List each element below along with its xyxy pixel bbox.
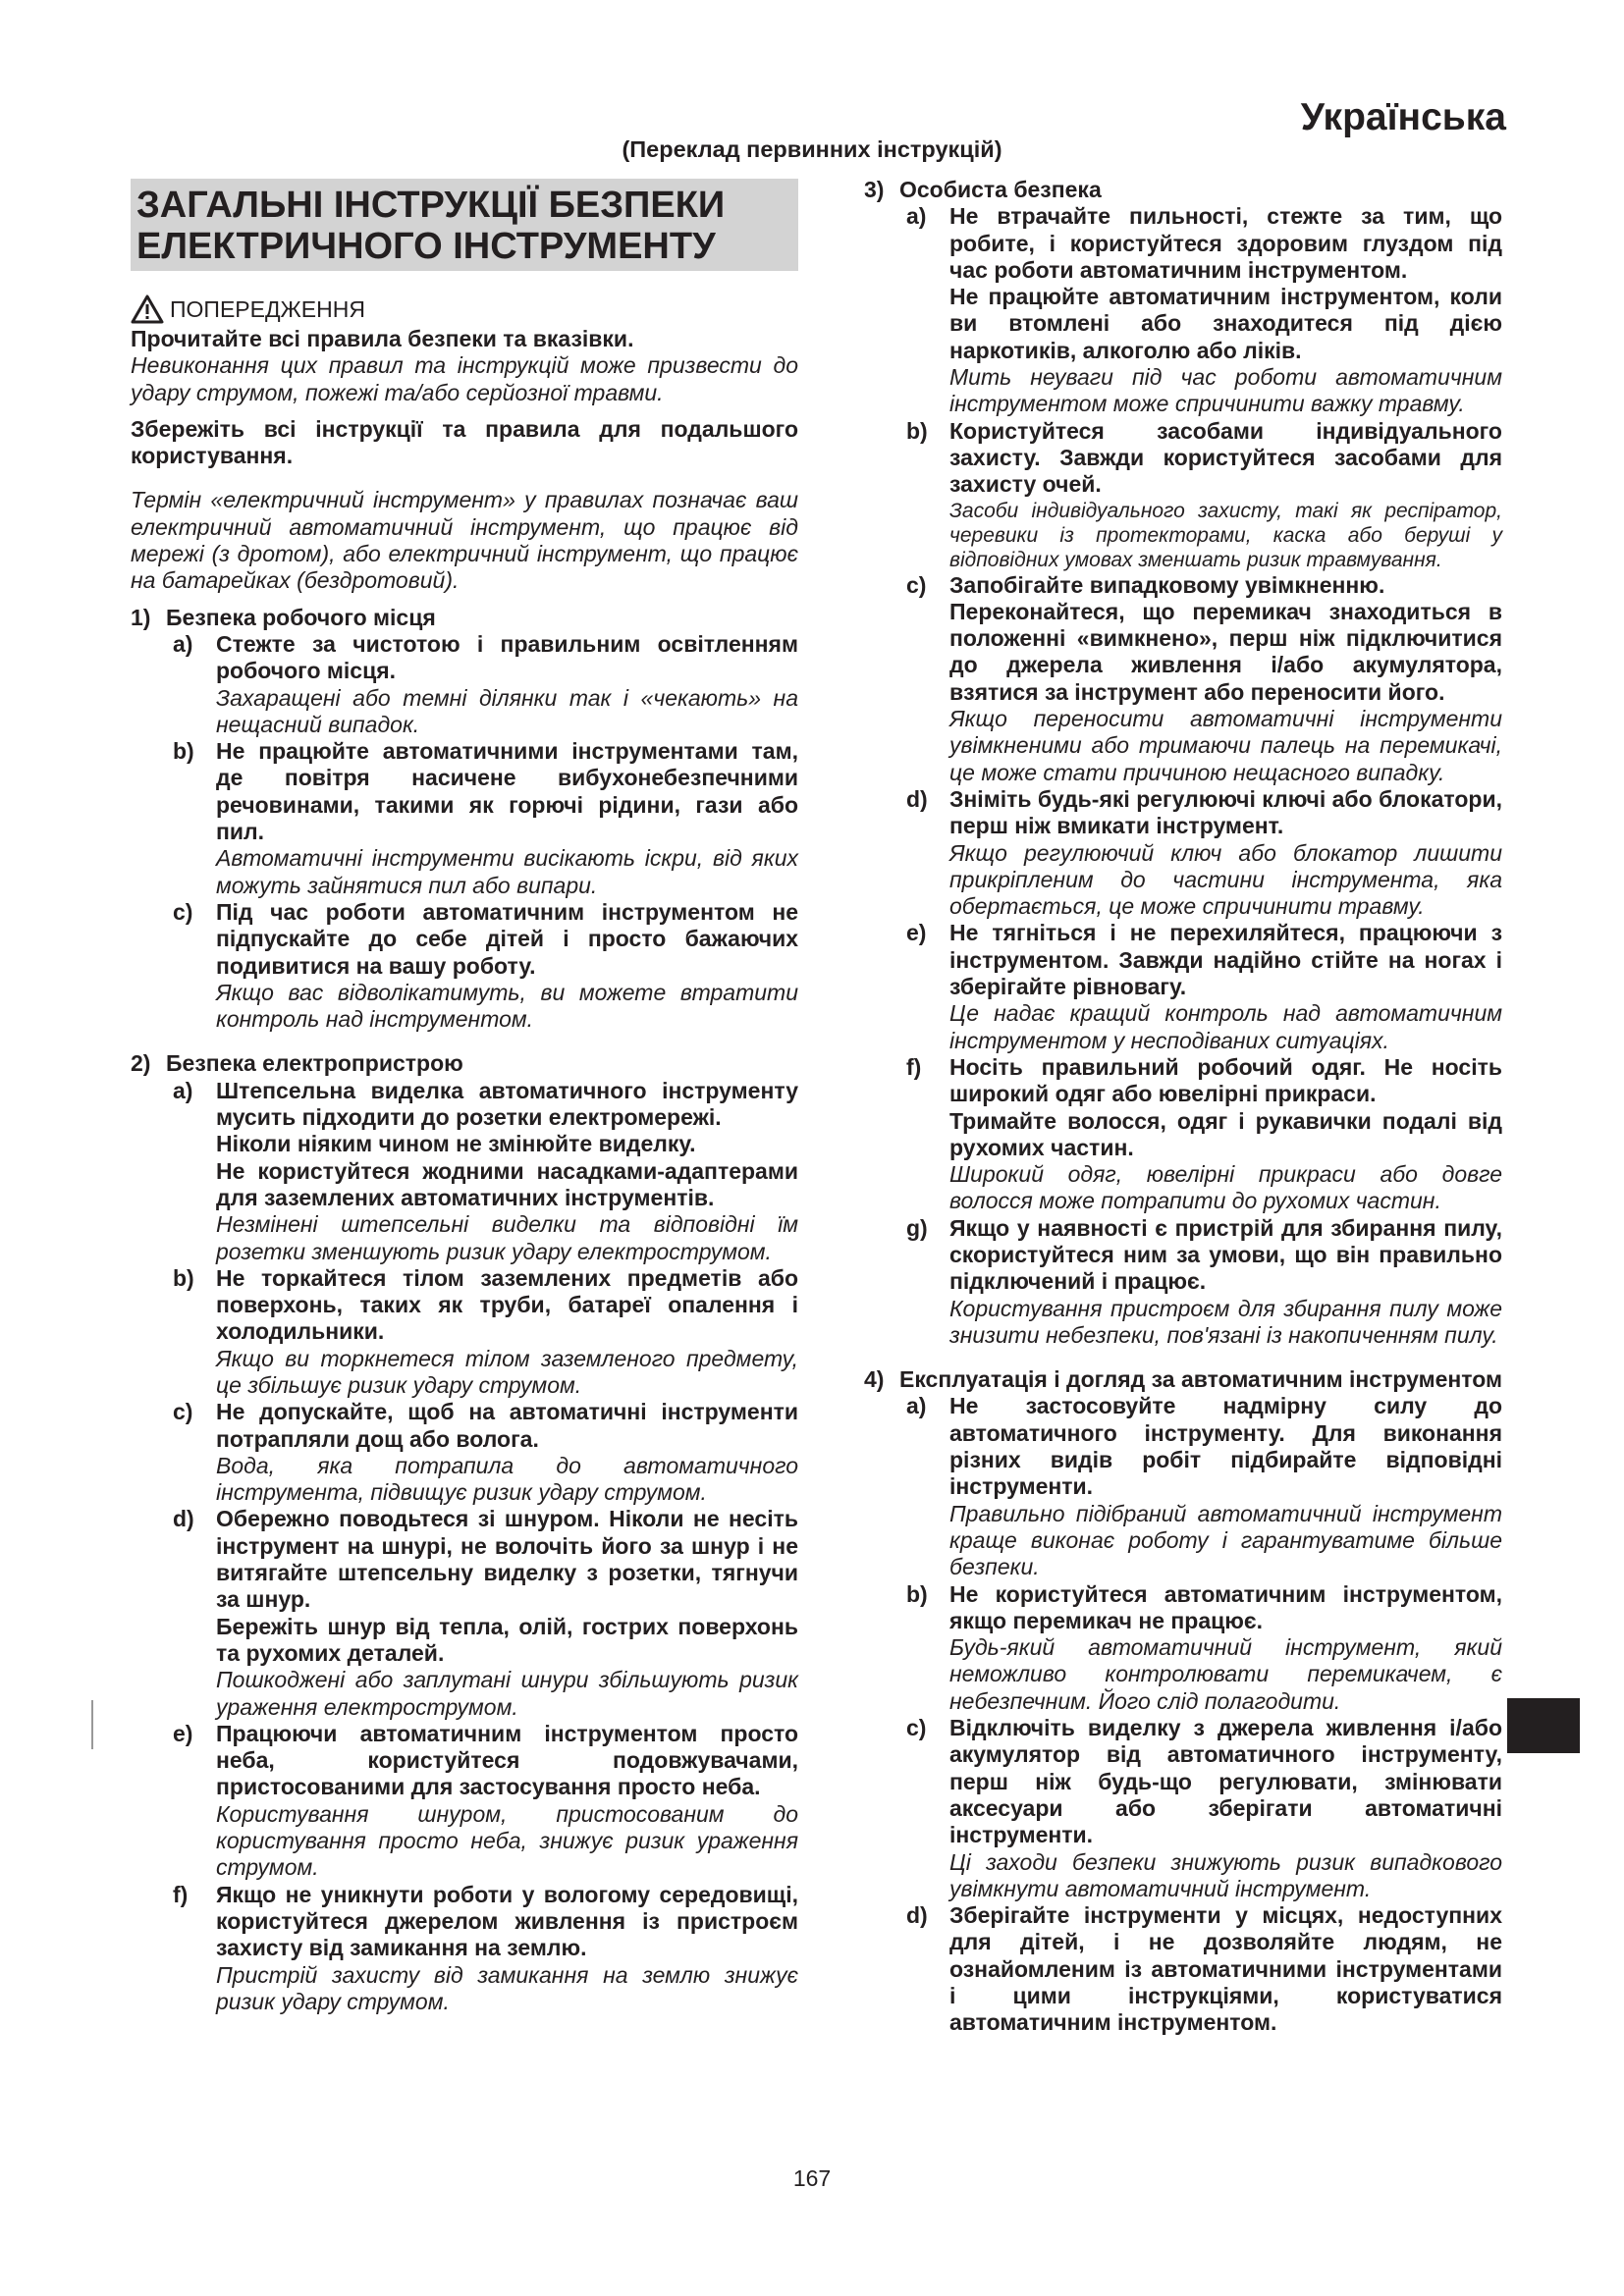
item-letter: c)	[906, 571, 927, 598]
rule-text: Штепсельна виделка автоматичного інструменту мусить підходити до розетки електромережі.	[216, 1077, 798, 1131]
rule-text: Не застосовуйте надмірну силу до автоматичного інструменту. Для виконання різних видів робіт підбирайте відповідні інструменти.	[949, 1393, 1502, 1500]
item-letter: d)	[173, 1506, 194, 1532]
rule-text: Не користуйтеся жодними насадками-адаптерами для заземлених автоматичних інструментів.	[216, 1157, 798, 1210]
rule-text: Не працюйте автоматичними інструментами там, де повітря насичене вибухонебезпечними речовинами, такими як горючі рідини, гази або пил.	[216, 738, 798, 845]
list-item	[173, 1078, 798, 1265]
item-letter: a)	[173, 1077, 193, 1103]
list-item	[173, 1265, 798, 1399]
rule-text: Якщо не уникнути роботи у вологому середовищі, користуйтеся джерелом живлення із пристроєм захисту від замикання на землю.	[216, 1881, 798, 1961]
rule-explanation: Засоби індивідуального захисту, такі як респіратор, черевики із протекторами, каска або беруші у відповідних умовах зменшать ризик травмування.	[949, 499, 1502, 571]
list-item	[173, 738, 798, 899]
margin-mark	[91, 1700, 93, 1749]
rule-explanation: Якщо вас відволікатимуть, ви можете втратити контроль над інструментом.	[216, 979, 798, 1033]
rule-explanation: Якщо ви торкнетеся тілом заземленого предмету, це збільшує ризик удару струмом.	[216, 1345, 798, 1398]
rule-text: Обережно поводьтеся зі шнуром. Ніколи не несіть інструмент на шнурі, не волочіть його за шнур і не витягайте штепсельну виделку з розетки, тягнучи за шнур.	[216, 1506, 798, 1613]
rule-text: Користуйтеся засобами індивідуального захисту. Завжди користуйтеся засобами для захисту очей.	[949, 417, 1502, 498]
list-item	[906, 1215, 1502, 1349]
item-letter: b)	[906, 417, 928, 444]
rule-explanation: Якщо переносити автоматичні інструменти увімкненими або тримаючи палець на перемикачі, це може стати причиною нещасного випадку.	[949, 706, 1502, 785]
item-letter: b)	[173, 1264, 194, 1291]
section-number: 2)	[131, 1050, 151, 1077]
item-letter: f)	[906, 1053, 922, 1080]
list-item	[906, 786, 1502, 920]
rule-text: Бережіть шнур від тепла, олій, гострих поверхонь та рухомих деталей.	[216, 1613, 798, 1666]
rule-explanation: Якщо регулюючий ключ або блокатор лишити прикріпленим до частини інструмента, яка обертається, це може спричинити травму.	[949, 839, 1502, 920]
rule-text: Не втрачайте пильності, стежте за тим, що робите, і користуйтеся здоровим глуздом під час роботи автоматичним інструментом.	[949, 203, 1502, 283]
left-column	[131, 294, 798, 2015]
keep-instructions: Збережіть всі інструкції та правила для подальшого користування.	[131, 415, 798, 469]
warning-label: ПОПЕРЕДЖЕННЯ	[170, 295, 365, 322]
item-letter: a)	[173, 630, 193, 657]
language-tab-marker	[1507, 1698, 1580, 1753]
term-definition: Термін «електричний інструмент» у правилах позначає ваш електричний автоматичний інструмент, що працює від мережі (з дротом), або електричний інструмент, що працює на батарейках (бездротовий).	[131, 487, 798, 594]
title-line-2: ЕЛЕКТРИЧНОГО ІНСТРУМЕНТУ	[136, 226, 716, 267]
rule-explanation: Пошкоджені або заплутані шнури збільшують ризик ураження електрострумом.	[216, 1667, 798, 1720]
rule-explanation: Мить неуваги під час роботи автоматичним інструментом може спричинити важку травму.	[949, 364, 1502, 417]
item-letter: b)	[906, 1580, 928, 1607]
rule-text: Не допускайте, щоб на автоматичні інструменти потрапляли дощ або волога.	[216, 1399, 798, 1452]
warning-icon	[131, 294, 164, 324]
section-title: Безпека електропристрою	[166, 1050, 463, 1077]
section-number: 3)	[864, 177, 885, 202]
rule-explanation: Користування шнуром, пристосованим до користування просто неба, знижує ризик ураження струмом.	[216, 1800, 798, 1881]
section-4-heading	[864, 1366, 1502, 1393]
rule-explanation: Користування пристроєм для збирання пилу може знизити небезпеки, пов'язані із накопиченням пилу.	[949, 1295, 1502, 1348]
list-item	[173, 1399, 798, 1506]
page-title	[131, 179, 798, 271]
item-letter: c)	[173, 898, 193, 925]
translation-subtitle: (Переклад первинних інструкцій)	[622, 136, 1002, 162]
item-letter: c)	[906, 1715, 927, 1741]
rule-text: Не торкайтеся тілом заземлених предметів або поверхонь, таких як труби, батареї опалення і холодильники.	[216, 1264, 798, 1345]
rule-explanation: Захаращені або темні ділянки так і «чекають» на нещасний випадок.	[216, 684, 798, 737]
item-letter: e)	[906, 920, 927, 946]
list-item	[173, 631, 798, 738]
rule-text: Відключіть виделку з джерела живлення і/або акумулятор від автоматичного інструменту, перш ніж будь-що регулювати, змінювати аксесуари або зберігати автоматичні інструменти.	[949, 1715, 1502, 1848]
rule-explanation: Пристрій захисту від замикання на землю знижує ризик удару струмом.	[216, 1961, 798, 2014]
rule-text: Якщо у наявності є пристрій для збирання пилу, скористуйтеся ним за умови, що він правильно підключений і працює.	[949, 1214, 1502, 1295]
item-letter: a)	[906, 203, 927, 230]
rule-text: Не користуйтеся автоматичним інструментом, якщо перемикач не працює.	[949, 1580, 1502, 1633]
consequence-text: Невиконання цих правил та інструкцій може призвести до удару струмом, пожежі та/або серйозної травми.	[131, 352, 798, 405]
rule-text: Працюючи автоматичним інструментом просто неба, користуйтеся подовжувачами, пристосованими для застосування просто неба.	[216, 1720, 798, 1800]
item-letter: c)	[173, 1399, 193, 1425]
warning-heading	[131, 294, 798, 324]
item-letter: b)	[173, 738, 194, 765]
section-1-heading	[131, 605, 798, 631]
rule-text: Носіть правильний робочий одяг. Не носіть широкий одяг або ювелірні прикраси.	[949, 1053, 1502, 1107]
rule-text: Не тягніться і не перехиляйтеся, працюючи з інструментом. Завжди надійно стійте на ногах і зберігайте рівновагу.	[949, 920, 1502, 1000]
rule-text: Стежте за чистотою і правильним освітленням робочого місця.	[216, 630, 798, 684]
section-title: Безпека робочого місця	[166, 604, 436, 630]
section-number: 4)	[864, 1366, 885, 1393]
section-title: Експлуатація і догляд за автоматичним інструментом	[899, 1366, 1503, 1393]
rule-explanation: Автоматичні інструменти висікають іскри, від яких можуть зайнятися пил або випари.	[216, 845, 798, 898]
section-2-heading	[131, 1050, 798, 1077]
right-column	[864, 177, 1502, 2037]
rule-explanation: Це надає кращий контроль над автоматичним інструментом у несподіваних ситуаціях.	[949, 1000, 1502, 1053]
list-item	[173, 1506, 798, 1720]
section-3-heading	[864, 177, 1502, 203]
title-line-1: ЗАГАЛЬНІ ІНСТРУКЦІЇ БЕЗПЕКИ	[136, 185, 726, 226]
list-item	[906, 203, 1502, 417]
rule-explanation: Правильно підібраний автоматичний інструмент краще виконає роботу і гарантуватиме більше безпеки.	[949, 1500, 1502, 1580]
rule-text: Запобігайте випадковому увімкненню.	[949, 571, 1385, 598]
list-item	[906, 418, 1502, 572]
rule-text: Ніколи ніяким чином не змінюйте виделку.	[216, 1131, 696, 1157]
rule-explanation: Широкий одяг, ювелірні прикраси або довге волосся може потрапити до рухомих частин.	[949, 1161, 1502, 1214]
section-number: 1)	[131, 604, 151, 630]
list-item	[906, 1393, 1502, 1580]
rule-explanation: Будь-який автоматичний інструмент, який неможливо контролювати перемикачем, є небезпечним. Його слід полагодити.	[949, 1634, 1502, 1714]
section-title: Особиста безпека	[899, 177, 1102, 202]
rule-explanation: Незмінені штепсельні виделки та відповідні їм розетки зменшують ризик удару електрострумом.	[216, 1211, 798, 1264]
item-letter: d)	[906, 1902, 928, 1929]
list-item	[906, 1581, 1502, 1715]
item-letter: e)	[173, 1720, 193, 1746]
list-item	[906, 1902, 1502, 2036]
read-all-rules: Прочитайте всі правила безпеки та вказівки.	[131, 326, 634, 351]
rule-explanation: Вода, яка потрапила до автоматичного інструмента, підвищує ризик удару струмом.	[216, 1452, 798, 1506]
item-letter: d)	[906, 785, 928, 812]
item-letter: g)	[906, 1214, 928, 1241]
item-letter: f)	[173, 1881, 189, 1907]
item-letter: a)	[906, 1393, 927, 1419]
list-item	[173, 1721, 798, 1882]
list-item	[906, 1054, 1502, 1215]
language-label: Українська	[1300, 96, 1506, 138]
list-item	[906, 572, 1502, 786]
rule-text: Не працюйте автоматичним інструментом, коли ви втомлені або знаходитеся під дією наркотиків, алкоголю або ліків.	[949, 284, 1502, 363]
rule-explanation: Ці заходи безпеки знижують ризик випадкового увімкнути автоматичний інструмент.	[949, 1848, 1502, 1901]
list-item	[906, 920, 1502, 1053]
list-item	[173, 899, 798, 1033]
page-number: 167	[792, 2165, 832, 2191]
rule-text: Зберігайте інструменти у місцях, недоступних для дітей, і не дозволяйте людям, не ознайомленим із автоматичними інструментами і цими інструкціями, користуватися автоматичним інструментом.	[949, 1902, 1502, 2036]
rule-text: Переконайтеся, що перемикач знаходиться в положенні «вимкнено», перш ніж підключитися до джерела живлення і/або акумулятора, взятися за інструмент або переносити його.	[949, 598, 1502, 705]
list-item	[173, 1882, 798, 2015]
rule-text: Зніміть будь-які регулюючі ключі або блокатори, перш ніж вмикати інструмент.	[949, 785, 1502, 839]
rule-text: Під час роботи автоматичним інструментом не підпускайте до себе дітей і просто бажаючих подивитися на вашу роботу.	[216, 898, 798, 979]
list-item	[906, 1715, 1502, 1902]
rule-text: Тримайте волосся, одяг і рукавички подалі від рухомих частин.	[949, 1107, 1502, 1160]
